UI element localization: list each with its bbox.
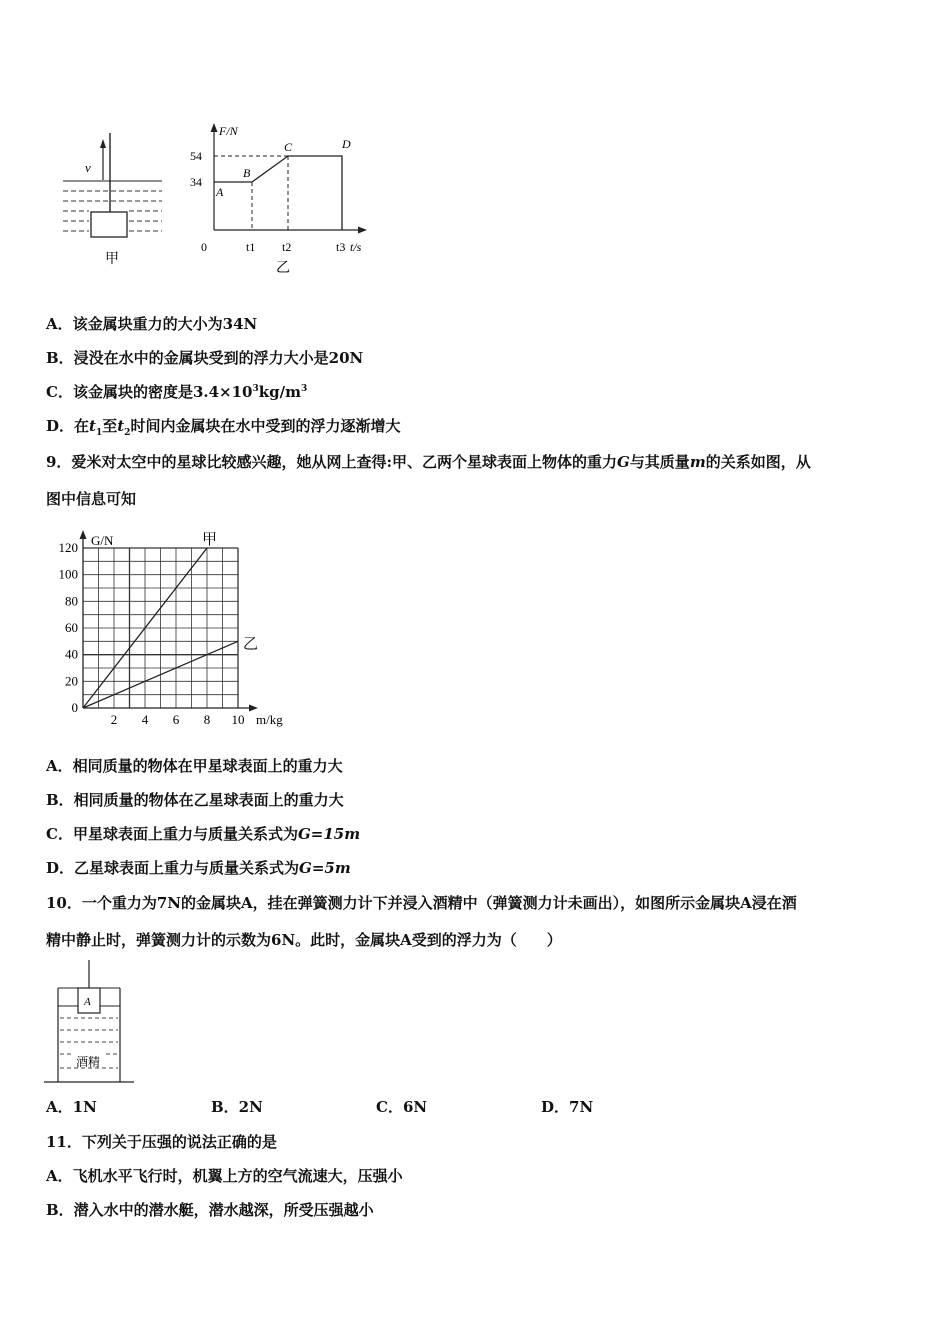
x-tick-t1: t1: [246, 240, 256, 254]
liquid-label: 酒精: [76, 1055, 101, 1069]
force-graph: [214, 156, 342, 230]
x-tick-label: 10: [231, 712, 245, 727]
q9-option-b: B．相同质量的物体在乙星球表面上的重力大: [46, 791, 344, 809]
origin-label: 0: [201, 240, 207, 254]
q9-option-a: A．相同质量的物体在甲星球表面上的重力大: [46, 757, 343, 775]
y-tick-label: 60: [65, 620, 78, 635]
velocity-label: v: [85, 160, 91, 175]
q10-option-d: D．7N: [541, 1098, 594, 1116]
figure-caption: 甲: [105, 252, 119, 267]
figure-jia: [55, 125, 170, 270]
y-tick-label: 20: [65, 673, 78, 689]
y-tick-label: 40: [65, 646, 78, 662]
x-tick-label: 4: [141, 712, 149, 727]
x-tick-t2: t2: [282, 240, 292, 254]
arrow-head: [100, 139, 106, 148]
x-axis-arrow: [249, 705, 258, 712]
q11-stem: 11．下列关于压强的说法正确的是: [46, 1133, 277, 1151]
q8-option-c: C．该金属块的密度是$3.4\times 10^3kg/m^3$: [46, 383, 308, 401]
x-axis-arrow: [358, 227, 367, 234]
q10-stem-line1: 10．一个重力为7N的金属块A，挂在弹簧测力计下并浸入酒精中（弹簧测力计未画出），如图所示金属块A浸在酒: [46, 894, 797, 912]
point-a: A: [216, 185, 224, 199]
point-c: C: [284, 140, 293, 154]
series-label: 乙: [243, 636, 259, 653]
y-tick-label: 0: [71, 700, 78, 715]
y-axis-label: G/N: [91, 533, 114, 548]
q8-option-a: A．该金属块重力的大小为34N: [46, 315, 258, 333]
point-b: B: [243, 166, 251, 180]
y-tick-label: 120: [58, 540, 78, 555]
x-tick-t3: t3: [336, 240, 346, 254]
x-tick-label: 8: [203, 712, 211, 727]
q9-stem-line2: 图中信息可知: [46, 490, 137, 508]
y-tick-54: 54: [190, 149, 202, 163]
x-tick-label: 6: [172, 712, 180, 727]
block-label: A: [84, 996, 91, 1008]
x-axis-label: m/kg: [256, 712, 283, 727]
q10-option-a: A．1N: [46, 1098, 97, 1116]
figure-caption: 乙: [276, 261, 290, 276]
q8-option-d: D．在$t_1$至$t_2$时间内金属块在水中受到的浮力逐渐增大: [46, 417, 401, 438]
q11-option-a: A．飞机水平飞行时，机翼上方的空气流速大，压强小: [46, 1167, 403, 1185]
metal-block: [91, 212, 127, 237]
x-axis-label: t/s: [350, 240, 362, 254]
y-tick-34: 34: [190, 175, 202, 189]
y-tick-label: 80: [65, 593, 78, 609]
q10-option-c: C．6N: [376, 1098, 428, 1116]
q10-option-b: B．2N: [211, 1098, 263, 1116]
q11-option-b: B．潜入水中的潜水艇，潜水越深，所受压强越小: [46, 1201, 374, 1219]
y-axis-arrow: [80, 530, 87, 539]
q9-stem-line1: 9．爱米对太空中的星球比较感兴趣，她从网上查得:甲、乙两个星球表面上物体的重力G与其质量m的关系如图，从: [46, 453, 811, 471]
y-axis-arrow: [211, 123, 218, 132]
q9-option-c: C．甲星球表面上重力与质量关系式为G=15m: [46, 825, 361, 843]
y-axis-label: F/N: [219, 124, 238, 138]
gm-chart: [45, 528, 305, 733]
figure-yi: [190, 120, 380, 280]
q10-stem-line2: 精中静止时，弹簧测力计的示数为6N。此时，金属块A受到的浮力为（ ）: [46, 931, 562, 949]
x-tick-label: 2: [110, 712, 118, 727]
point-d: D: [342, 137, 351, 151]
figure-alcohol-beaker: [42, 958, 137, 1088]
series-label: 甲: [202, 532, 218, 548]
q8-option-b: B．浸没在水中的金属块受到的浮力大小是20N: [46, 349, 364, 367]
q9-option-d: D．乙星球表面上重力与质量关系式为G=5m: [46, 859, 351, 877]
y-tick-label: 100: [58, 566, 78, 582]
